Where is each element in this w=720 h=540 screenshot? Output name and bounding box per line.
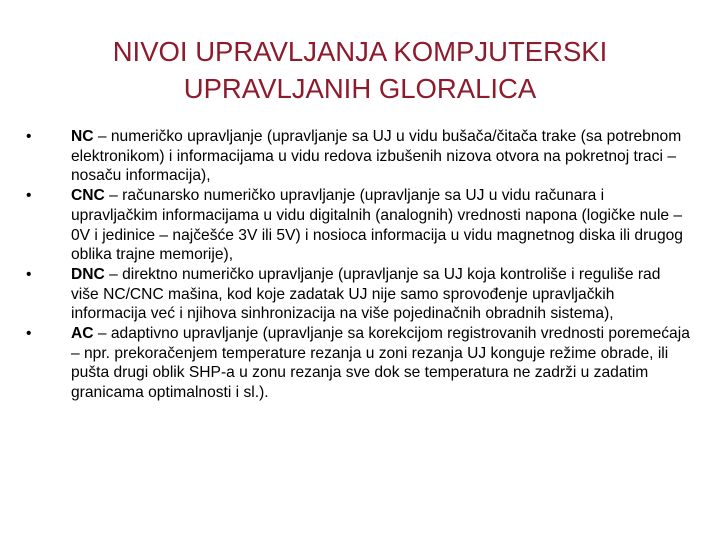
bullet-item-cnc [26,186,692,265]
bullet-text: – adaptivno upravljanje (upravljanje sa korekcijom registrovanih vrednosti poremećaja – npr. prekoračenjem temperature rezanja u zoni rezanja UJ konguje režime obrade, ili pušta drugi oblik SHP-a u zonu rezanja sve dok se temperatura ne zadrži u zadatim granicama optimalnosti i sl.). [71,325,690,402]
bullet-item-nc [26,127,692,186]
slide-title-line-1: NIVOI UPRAVLJANJA KOMPJUTERSKI [112,36,608,67]
slide-title [40,33,680,107]
bullet-term: AC [71,325,94,343]
bullet-item-dnc [26,265,692,324]
bullet-term: DNC [71,265,105,283]
bullet-term: NC [71,128,94,145]
bullet-icon: • [26,265,32,283]
bullet-list [26,127,692,403]
bullet-text: – numeričko upravljanje (upravljanje sa UJ u vidu bušača/čitača trake (sa potrebnom elektronikom) i informacijama u vidu redova izbušenih nizova otvora na pokretnoj traci – nosaču informacija), [71,128,682,185]
bullet-text: – računarsko numeričko upravljanje (upravljanje sa UJ u vidu računara i upravljačkim informacijama u vidu digitalnih (analognih) vrednosti napona (logičke nule – 0V i jedinice – najčešće 3V ili 5V) i nosioca informacija u vidu magnetnog diska ili drugog oblika trajne memorije), [71,187,683,264]
slide-title-line-2: UPRAVLJANIH GLORALICA [183,73,537,104]
bullet-text: – direktno numeričko upravljanje (upravljanje sa UJ koja kontroliše i reguliše rad više NC/CNC mašina, kod koje zadatak UJ nije samo sprovođenje upravljačkih informacija već i njihova sinhronizacija na više pojedinačnih obradnih sistema), [71,265,661,323]
bullet-icon: • [26,325,32,343]
bullet-icon: • [26,187,32,205]
bullet-item-ac [26,324,692,403]
bullet-term: CNC [71,187,105,205]
bullet-icon: • [26,128,32,145]
